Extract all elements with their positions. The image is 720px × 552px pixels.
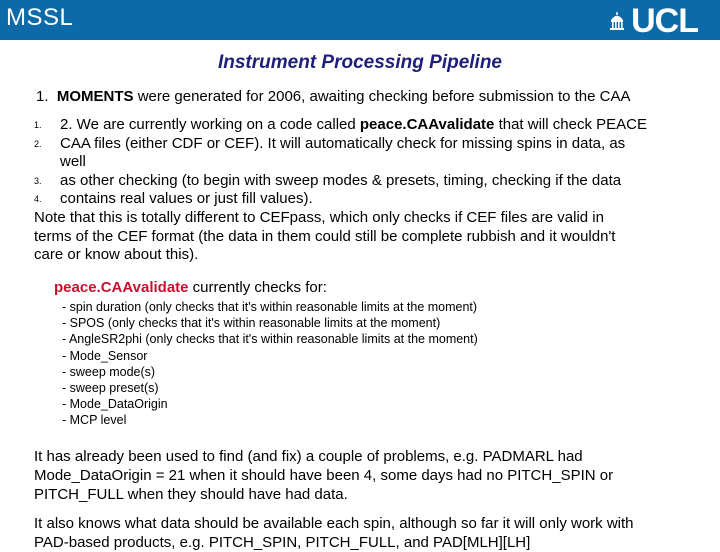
moments-label: MOMENTS (56, 88, 134, 105)
list-item: - AngleSR2phi (only checks that it's within reasonable limits at the moment) (62, 332, 478, 347)
moments-text: were generated for 2006, awaiting checking before submission to the CAA (137, 88, 631, 105)
paragraph-line (34, 190, 694, 209)
list-item: - Mode_DataOrigin (62, 397, 168, 412)
paragraph-line: It also knows what data should be available each spin, although so far it will only work with (34, 515, 634, 532)
validator-name: peace.CAAvalidate (54, 279, 189, 296)
code-name: peace.CAAvalidate (359, 116, 495, 133)
checks-heading (54, 279, 327, 296)
paragraph-line: Mode_DataOrigin = 21 when it should have been 4, some days had no PITCH_SPIN or (34, 467, 614, 484)
paragraph-line: Note that this is totally different to CEFpass, which only checks if CEF files are valid in (34, 208, 604, 226)
item-number: 1. (36, 88, 49, 105)
paragraph-line: terms of the CEF format (the data in them could still be complete rubbish and it wouldn't (34, 227, 616, 245)
checks-list (62, 299, 478, 429)
page-title: Instrument Processing Pipeline (217, 52, 503, 73)
paragraph-line: PITCH_FULL when they should have had data. (34, 486, 348, 503)
paragraph-line: well (60, 153, 86, 171)
line-text: 2. We are currently working on a code called (60, 116, 360, 133)
list-number: 3. (34, 175, 42, 186)
list-number: 2. (34, 138, 42, 149)
paragraph-line: care or know about this). (34, 246, 199, 264)
checks-heading-text: currently checks for: (188, 279, 327, 296)
header-band (0, 0, 720, 40)
validate-paragraph (34, 116, 694, 265)
line-text: that will check PEACE (494, 116, 647, 133)
line-text: as other checking (to begin with sweep modes & presets, timing, checking if the data (60, 171, 622, 189)
paragraph-line: PAD-based products, e.g. PITCH_SPIN, PITCH_FULL, and PAD[MLH][LH] (34, 534, 531, 551)
ucl-logo (609, 4, 698, 38)
paragraph-line (34, 172, 694, 191)
list-item: - spin duration (only checks that it's within reasonable limits at the moment) (62, 300, 478, 314)
list-item: - MCP level (62, 413, 127, 428)
paragraph-line (34, 135, 694, 154)
line-text: contains real values or just fill values). (60, 190, 313, 208)
problems-paragraph (34, 447, 613, 504)
paragraph-line (34, 116, 694, 135)
list-item: - sweep preset(s) (62, 381, 159, 396)
moments-item (36, 88, 631, 105)
list-item: - SPOS (only checks that it's within reasonable limits at the moment) (62, 316, 441, 331)
ucl-logo-text: UCL (631, 2, 698, 40)
list-item: - sweep mode(s) (62, 364, 156, 379)
spin-data-paragraph (34, 514, 634, 552)
mssl-label: MSSL (6, 4, 74, 31)
line-text: CAA files (either CDF or CEF). It will automatically check for missing spins in data, as (60, 134, 626, 152)
list-number: 4. (34, 194, 42, 205)
list-number: 1. (34, 120, 42, 130)
list-item: - Mode_Sensor (62, 348, 148, 363)
ucl-dome-icon (609, 11, 625, 31)
paragraph-line: It has already been used to find (and fix) a couple of problems, e.g. PADMARL had (34, 448, 583, 465)
